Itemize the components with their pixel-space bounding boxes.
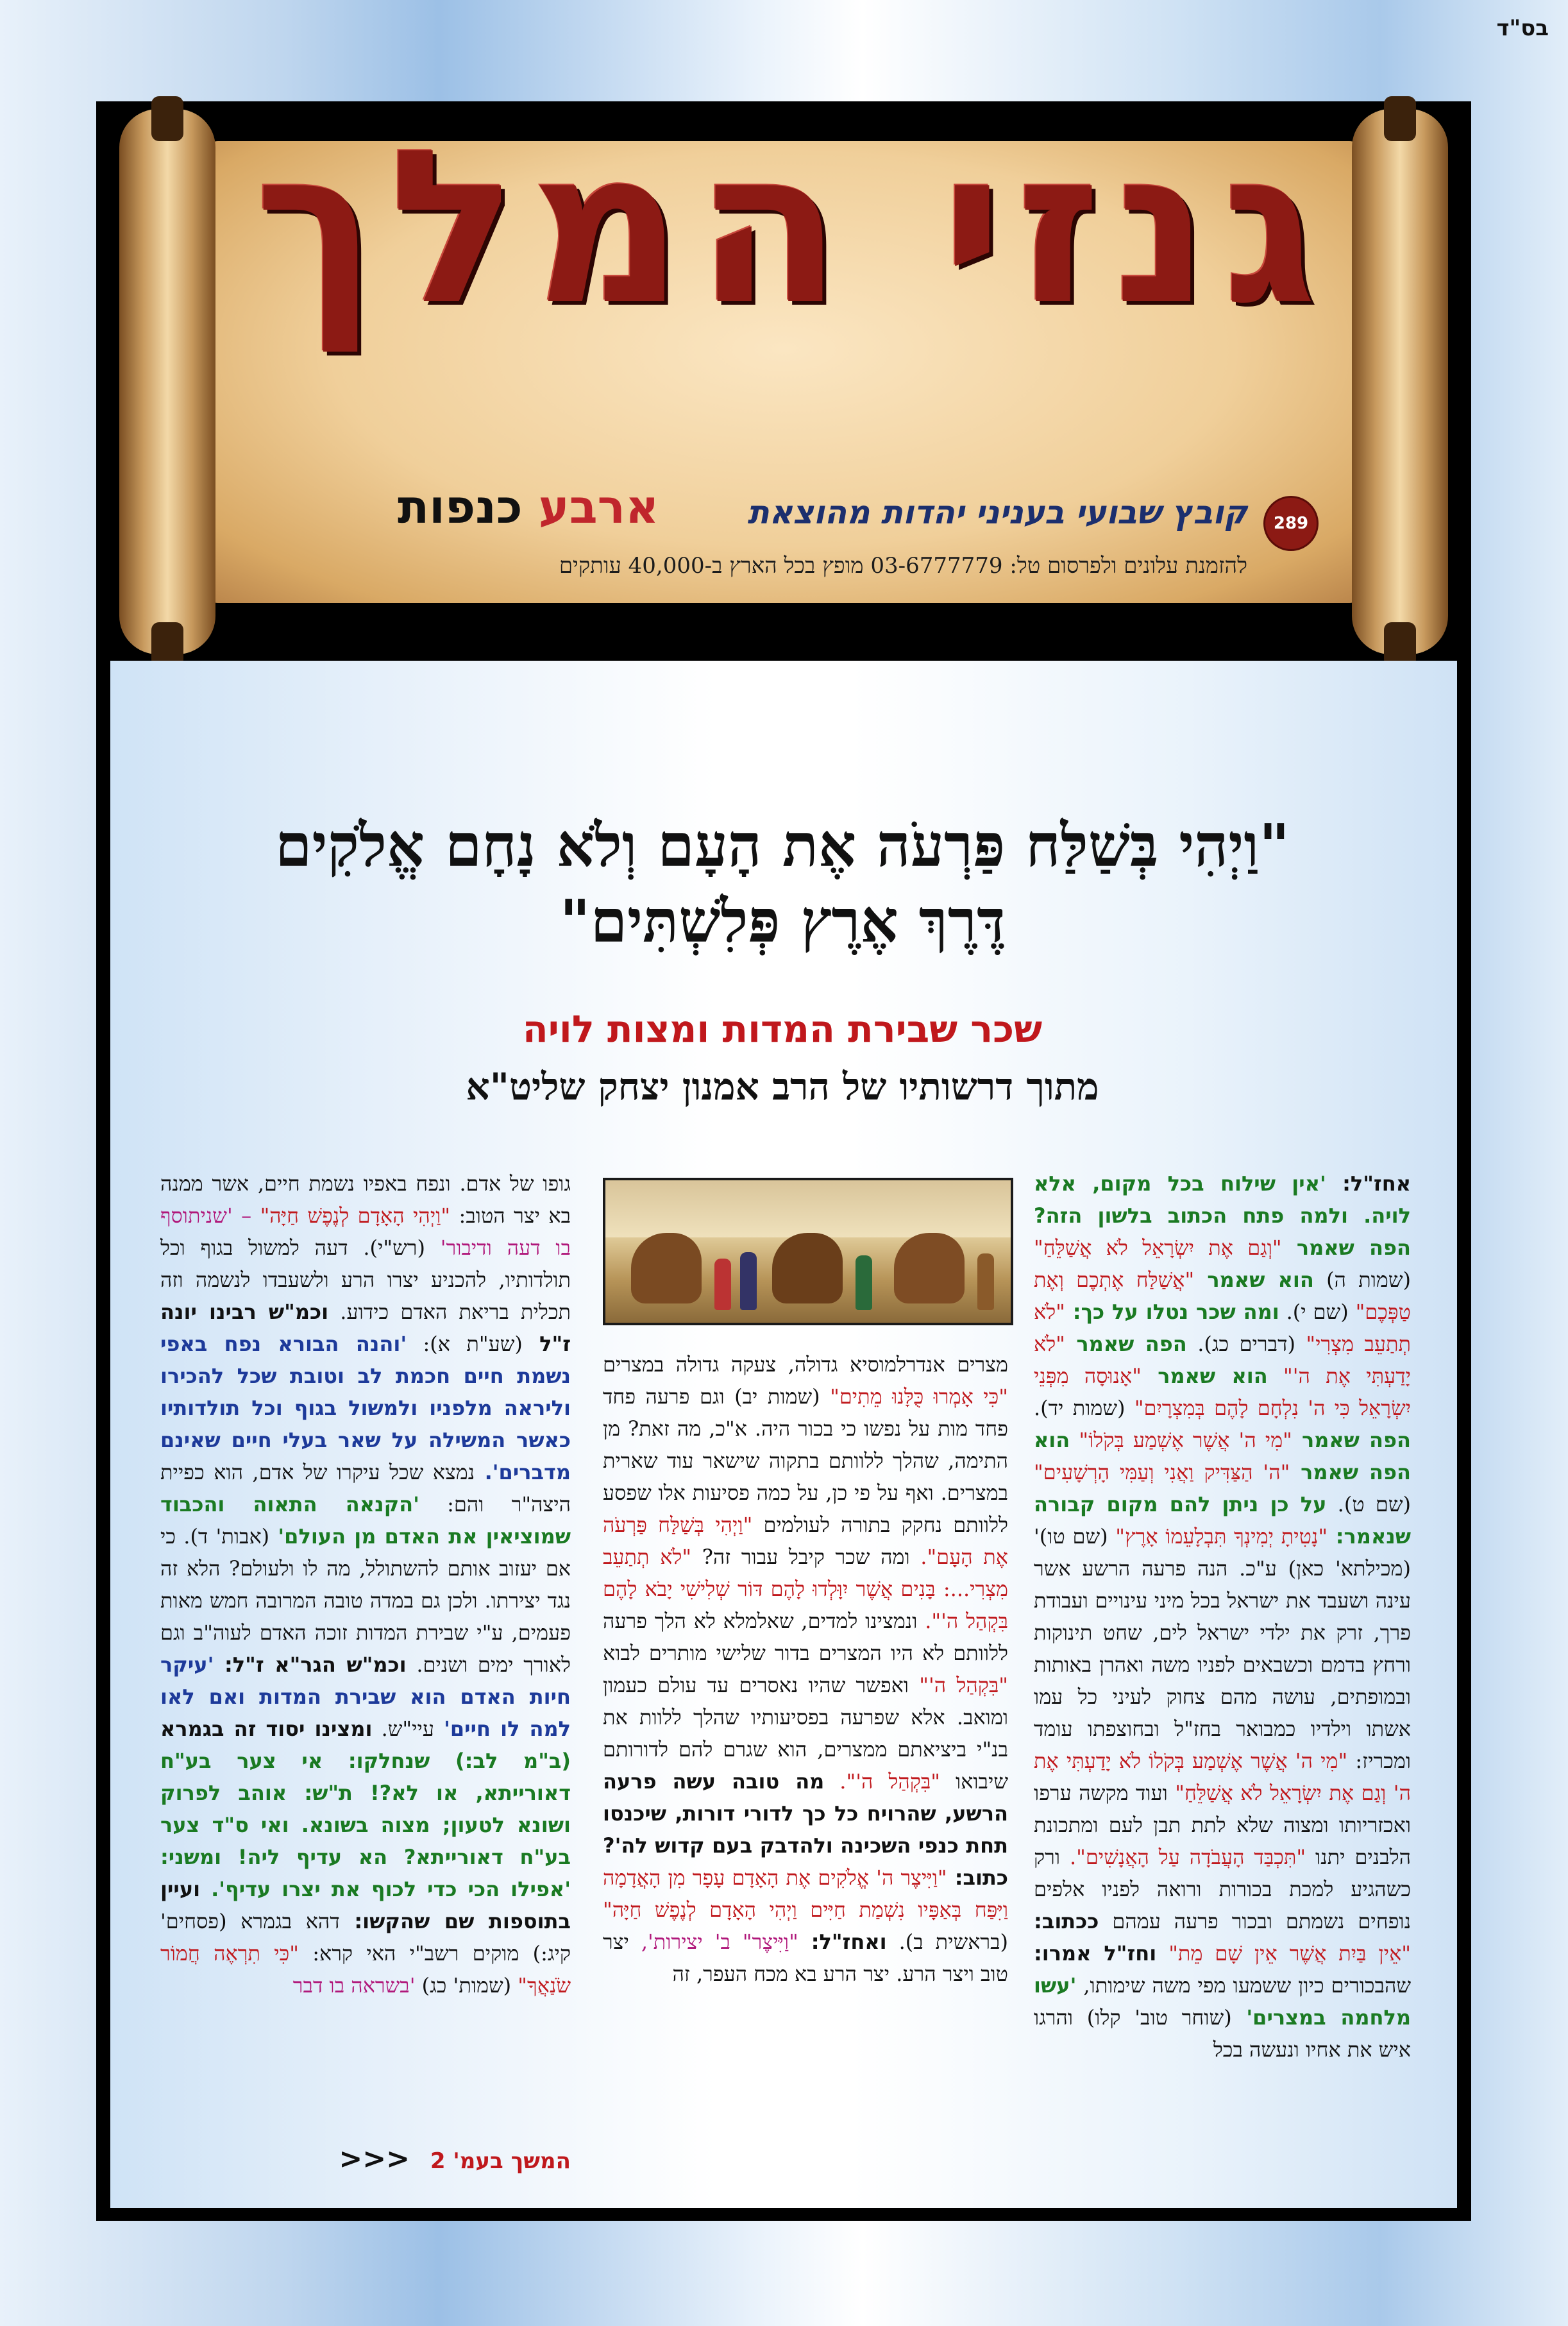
column-middle-run: "בִּקְהַל ה'". [824,1769,941,1794]
column-middle-run: (שמות יב) וגם פרעה פחד פחד מות על נפשו כי בכור היה. א"כ, מה זאת? מן התימה, שהלך ללוותם בתקוה שישאר עוד שארית במצרים. ואף על פי כן, על כמה פסיעות אלו שפסע ללוותם נחקק בתורה לעולמים [603,1384,1008,1537]
column-left-run: – 'שניתוסף בו דעה ודיבור' [160,1203,571,1260]
column-left-run: 'עיקר חיות האדם הוא שבירת המדות ואם לאו למה לו חיים' [160,1652,571,1741]
column-left-run: נמצא שכל עיקרו של אדם, הוא כפיית היצה"ר והם: [160,1460,571,1516]
illustration-exodus [603,1178,1013,1325]
column-right-run: "נָטִיתָ יְמִינְךָ תִּבְלָעֵמוֹ אָרֶץ" [1108,1524,1328,1549]
continue-note [160,2143,571,2175]
column-right-run: 'עשו מלחמה במצרים' [1034,1973,1411,2030]
column-right-run: "אֲשַׁלַּח אֶתְכֶם וְאֶת טַפְּכֶם" [1034,1268,1411,1324]
column-middle-run: ונמצינו למדים, שאלמלא לא הלך פרעה ללוותם לא היו המצרים בדור שלישי מותרים לבוא [603,1609,1008,1665]
column-left-run: ומצינו יסוד זה בגמרא [160,1717,373,1741]
publisher-logo [398,480,659,534]
column-right-run: הוא הפה שאמר [1034,1428,1411,1484]
column-right-run: 'אין שילוח בכל מקום, אלא לויה. ולמה פתח הכתוב בלשון הזה? הפה שאמר [1034,1171,1411,1260]
column-left-run: 'בשראה בו דבר [292,1973,416,1998]
column-left-run: 'הקנאה התאוה והכבוד שמוציאין את האדם מן העולם' [160,1492,571,1549]
column-right-run: (שמות יד). [1034,1396,1125,1420]
contact-line: להזמנת עלונים ולפרסום טל: 03-6777779 מופץ בכל הארץ ב-40,000 עותקים [559,553,1247,579]
scroll-right-roll [1352,109,1448,654]
column-right-run: וחז"ל אמרו: [1034,1941,1157,1965]
column-right-run: אחז"ל: [1326,1171,1411,1196]
column-right-run: על כן ניתן להם מקום קבורה שנאמר: [1034,1492,1411,1549]
headline-line-2: דֶּרֶךְ אֶרֶץ פְּלִשְׁתִּים" [559,886,1006,956]
column-right-run: "לֹא יָדַעְתִּי אֶת ה'" [1034,1332,1411,1388]
column-right-run: (שם טו)' (מכילתא' כאן) ע"כ. [1034,1524,1411,1581]
column-left-run: "וַיְהִי הָאָדָם לְנֶפֶשׁ חַיָּה" [251,1203,451,1228]
column-middle-run: "לֹא תְתַעֵב מִצְרִי...: בָּנִים אֲשֶׁר יִוָּלְדוּ לָהֶם דּוֹר שְׁלִישִׁי יָבֹא לָהֶם בִּקְהַל ה'". [603,1545,1008,1633]
column-left-run: (אבות' ד). כי אם יעזוב אותם להשתולל, מה לו ולעולם? הלא זה נגד יצירתו. ולכן גם במדה טובה המרובה חמש מאות פעמים, ע"י שבירת המדות זוכה האדם לעוה"ב וגם לאורך ימים ושנים. [160,1524,571,1677]
column-middle-run: כתוב: [947,1865,1008,1890]
column-right-run: "מִי ה' אֲשֶׁר אֶשְׁמַע בְּקֹלוֹ" [1070,1428,1292,1452]
column-left-run: וכמ"ש רבינו יונה ז"ל [160,1300,571,1356]
column-left-run: 'והנה הבורא נפח באפי נשמת חיים חכמת לב וטובת שכל להכירו וליראה מלפניו ולמשול בגוף וכל תולדותיו כאשר המשילה על שאר בעלי חיים שאינם מדברים'. [160,1332,571,1484]
column-middle-run: "וַיְהִי בְּשַׁלַּח פַּרְעֹה אֶת הָעָם". [603,1513,1008,1569]
column-right-run: "מִי ה' אֲשֶׁר אֶשְׁמַע בְּקֹלוֹ לֹא יָדַעְתִּי אֶת ה' וְגַם אֶת יִשְׂרָאֵל לֹא אֲשַׁלֵּחַ" [1034,1749,1411,1805]
article-headline [192,808,1372,960]
column-right-run: הוא שאמר [1141,1364,1268,1388]
continue-label: המשך בעמ' 2 [430,2148,571,2174]
column-right-run: ורק כשהגיע למכת בכורות ורואה לפניו אלפים נופחים נשמתם ובכור פרעה עמהם [1034,1845,1411,1933]
headline-line-1: "וַיְהִי בְּשַׁלַּח פַּרְעֹה אֶת הָעָם וְלֹא נָחָם אֱלֹקִים [275,811,1290,880]
column-right-run: הנה פרעה הרשע אשר עינה ושעבד את ישראל בכל מיני עינויים ועבודת פרך, זרק את ילדי ישראל לים, שחט תינוקות ורחץ בדמם וכשבאים לפניו משה ואהרן באותות ובמופתים, עושה מהם צחוק לעיני כל עמו אשתו וילדיו כמבואר בחז"ל ובחוצפתו עומד ומכריז: [1034,1556,1411,1773]
column-middle-run: מה טובה עשה פרעה הרשע, שהרויח כל כך לדורי דורות, שיכנסו תחת כנפי השכינה ולהדבק בעם קדוש לה'? [603,1769,1008,1858]
continue-arrows: <<< [339,2143,410,2175]
column-left-run: ועיין בתוספות שם שהקשו: [160,1877,571,1933]
column-left-run: עיי"ש. [372,1717,435,1741]
column-right-run: "וְגַם אֶת יִשְׂרָאֵל לֹא אֲשַׁלֵּחַ" [1034,1235,1282,1260]
column-right-run: (שם ט). [1326,1492,1411,1516]
column-middle-run: ואפשר שהיו נאסרים עד עולם כעמון ומואב. אלא שפרעה בפסיעותיו שהלך ללוות את בנ"י ביציאתם ממצרים, הוא שגרם להם לדורותם שיבואו [603,1673,1008,1794]
column-right-run: הוא שאמר [1194,1268,1314,1292]
column-middle-run: מצרים אנדרלמוסיא גדולה, צעקה גדולה במצרים [603,1352,1008,1377]
column-right-run: "אָנוּסָה מִפְּנֵי יִשְׂרָאֵל כִּי ה' נִלְחָם לָהֶם בְּמִצְרָיִם" [1034,1364,1411,1420]
column-right-run: (שוחר טוב' קלו) והרגו איש את אחיו ונעשה בכל [1034,2005,1411,2062]
column-right-run: (שמות ה) [1313,1268,1411,1292]
article-subhead-red: שכר שבירת המדות ומצות לויה [522,1007,1043,1051]
article-subhead-author: מתוך דרשותיו של הרב אמנון יצחק שליט"א [466,1065,1099,1108]
column-middle-run: "בִּקְהַל ה'" [909,1673,1008,1697]
column-middle-run: ואחז"ל: [798,1930,887,1954]
column-left-run: גופו של אדם. ונפח באפיו נשמת חיים, אשר ממנה בא יצר הטוב: [160,1171,571,1228]
column-left [160,1167,571,2143]
column-left-run: (רש"י). דעה למשול בגוף וכל תולדותיו, להכניע יצרו הרע ולשעבדו לנשמה וזה תכלית בריאת האדם כידוע. [160,1235,571,1324]
column-middle-run: "וַיִּיצֶר ה' אֱלֹקִים אֶת הָאָדָם עָפָר מִן הָאֲדָמָה וַיִּפַּח בְּאַפָּיו נִשְׁמַת חַיִּים וַיְהִי הָאָדָם לְנֶפֶשׁ חַיָּה" [603,1865,1008,1922]
publisher-logo-part2: כנפות [398,480,523,534]
column-left-run: וכמ"ש הגר"א ז"ל: [214,1652,407,1677]
issue-number-badge: 289 [1263,496,1319,551]
masthead-subtitle: קובץ שבועי בעניני יהדות מהוצאת [747,494,1247,531]
column-right-run: (שם י). [1279,1300,1349,1324]
column-left-run: "כִּי תִרְאֶה חֲמוֹר שֹׂנַאֲךָ" [160,1941,571,1998]
column-left-run: (ב"מ לב:) שנחלקו: אי צער בע"ח דאורייתא, או לא?! ת"ש: אוהב לפרוק ושונא לטעון; מצוה בשונא. ואי ס"ד צער בע"ח דאורייתא? הא עדיף ליה! ומשני: [160,1749,571,1869]
column-middle-run: (בראשית ב). [886,1930,1008,1954]
scroll-left-roll [119,109,215,654]
corner-label: בס"ד [1496,15,1549,41]
column-left-run: 'אפילו הכי כדי לכוף את יצרו עדיף'. [200,1877,571,1901]
column-right-run: "אֵין בַּיִת אֲשֶׁר אֵין שָׁם מֵת" [1156,1941,1411,1965]
column-right-run: ומה שכר נטלו על כך: [1065,1300,1279,1324]
column-middle-run: "כִּי אָמְרוּ כֻּלָּנוּ מֵתִים" [820,1384,1008,1409]
column-middle-run: ומה שכר קיבל עבור זה? [691,1545,910,1569]
column-right [1034,1167,1411,2187]
column-middle [603,1348,1008,2187]
column-right-run: "תִּכְבַּד הָעֲבֹדָה עַל הָאֲנָשִׁים". [1060,1845,1306,1869]
column-left-run: דהא בגמרא (פסחים' קיג:) מוקים רשב"י האי קרא: [160,1909,571,1965]
column-right-run: (דברים כג). [1186,1332,1295,1356]
column-middle-run: "וַיִּיצֶר" ב' יצירות', [628,1930,798,1954]
column-left-run: (שמות' כג) [415,1973,512,1998]
column-right-run: ככתוב: [1034,1909,1099,1933]
column-right-run: הפה שאמר [1065,1332,1187,1356]
column-right-run: "ה' הַצַּדִּיק וַאֲנִי וְעַמִּי הָרְשָׁעִים" [1034,1460,1290,1484]
column-right-run: הפה שאמר [1292,1428,1411,1452]
column-right-run: שהבכורים כיון ששמעו מפי משה שימותו, [1076,1973,1411,1998]
masthead-title: גנזי המלך [254,105,1330,351]
column-right-run: "לֹא תְתַעֵב מִצְרִי" [1034,1300,1411,1356]
publisher-logo-part1: ארבע [538,480,659,534]
column-right-run: ועוד מקשה ערפו ואכזריותו ומצוה שלא לתת תבן לעם ומתכונת הלבנים יתנו [1034,1781,1411,1869]
column-left-run: (שע"ת א): [407,1332,523,1356]
column-middle-run: יצר טוב ויצר הרע. יצר הרע בא מכח העפר, זה [603,1930,1008,1986]
